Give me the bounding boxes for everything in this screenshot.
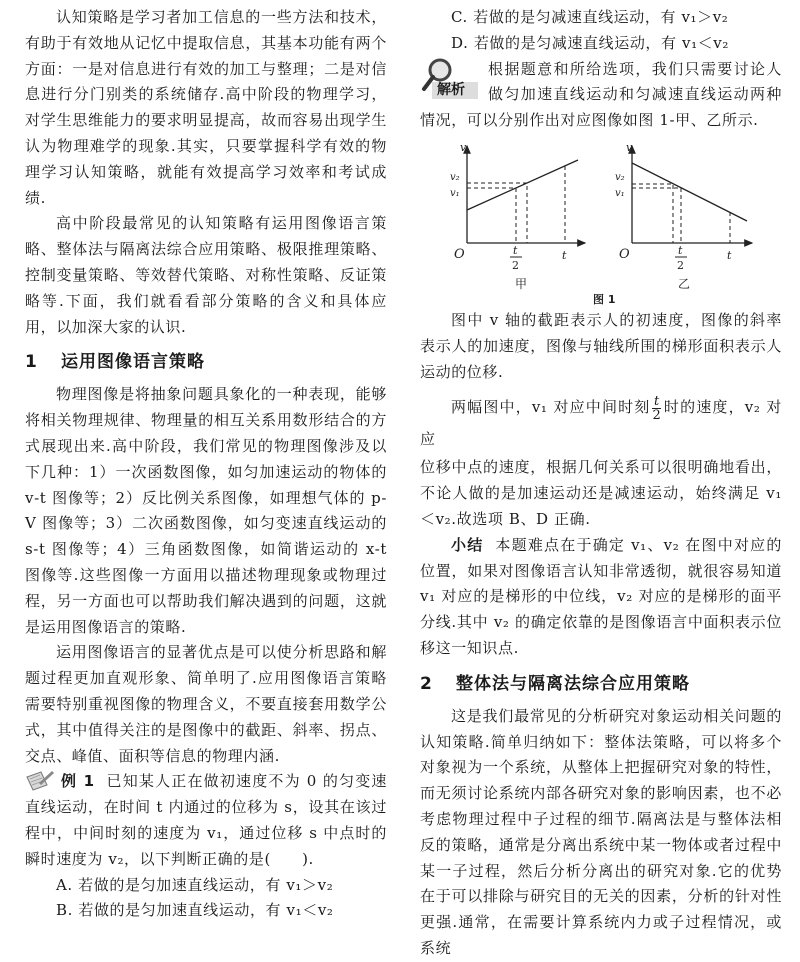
graph-advantage-paragraph: 运用图像语言的显著优点是可以使分析思路和解题过程更加直观形象、简单明了.应用图像语言策略需要特别重视图像的物理含义，不要直接套用数学公式，其中值得关注的是图像中的截距、斜率、拐点、交点、峰值、面积等信息的物理内涵. — [25, 643, 387, 765]
velocity-line-accelerating — [467, 160, 578, 210]
v1-v2-paragraph-rest: 位移中点的速度，根据几何关系可以很明确地看出，不论人做的是加速运动还是减速运动，始终满足 v₁＜v₂.故选项 B、D 正确. — [420, 458, 782, 528]
holistic-isolation-paragraph: 这是我们最常见的分析研究对象运动相关问题的认知策略.简单归纳如下：整体法策略，可以将多个对象视为一个系统，从整体上把握研究对象的特性，而无须讨论系统内部各研究对象的影响因素，也不必考虑物理过程中子过程的细节.隔离法是与整体法相反的策略，通常是分离出系统中某一物体或者过程中某一子过程，然后分析分离出的研究对象.它的优势在于可以排除与研究目的无关的因素，分析的针对性更强.通常，在需要计算系统内力或子过程情况，或系统 — [420, 706, 782, 957]
half-t-numerator: t — [678, 243, 683, 257]
analysis-text: 根据题意和所给选项，我们只需要讨论人做匀加速直线运动和匀减速直线运动两种情况，可以分别作出对应图像如图 1-甲、乙所示. — [420, 59, 782, 130]
denominator: 2 — [652, 407, 662, 423]
section-title: 整体法与隔离法综合应用策略 — [456, 673, 690, 694]
numerator: t — [654, 393, 660, 409]
option-b: B. 若做的是匀加速直线运动，有 v₁＜v₂ — [56, 901, 334, 920]
panel-jia-label: 甲 — [515, 276, 528, 291]
option-c: C. 若做的是匀减速直线运动，有 v₁＞v₂ — [451, 8, 729, 26]
origin-label: O — [454, 246, 465, 262]
section-number: 1 — [25, 352, 38, 373]
summary-label: 小结 — [451, 535, 484, 554]
figure-1 — [430, 138, 790, 308]
v-axis-label: v — [626, 140, 633, 154]
graph-paragraph: 物理图像是将抽象问题具象化的一种表现，能够将相关物理规律、物理量的相互关系用数形结合的方式展现出来.高中阶段，我们常见的物理图像涉及以下几种：1）一次函数图像，如匀加速运动的物体的 v-t 图像等；2）反比例关系图像，如理想气体的 p-V 图像等；3）二次函数图像，如匀变速直线运动的 s-t 图像等；4）三角函数图像，如简谐运动的 x-t 图像等.这些图像一方面用以描述物理现象或物理过程，另一方面也可以帮助我们解决遇到的问题，这就是运用图像语言的策略. — [25, 385, 387, 636]
strategies-paragraph: 高中阶段最常见的认知策略有运用图像语言策略、整体法与隔离法综合应用策略、极限推理策略、控制变量策略、等效替代策略、对称性策略、反证策略等.下面，我们就看看部分策略的含义和具体应用，以加深大家的认识. — [25, 214, 387, 336]
left-column — [25, 5, 387, 924]
option-a: A. 若做的是匀加速直线运动，有 v₁＞v₂ — [56, 875, 334, 894]
analysis-block — [420, 57, 782, 134]
v2-label: v₂ — [615, 171, 625, 183]
text: 时的速度，v₂ 对应 — [420, 398, 782, 449]
section-2-heading — [420, 671, 782, 697]
t-label: t — [727, 248, 732, 262]
panel-yi — [615, 141, 752, 291]
example-label: 例 1 — [60, 772, 95, 791]
right-column — [420, 5, 782, 962]
example-text: 已知某人正在做初速度不为 0 的匀变速直线运动，在时间 t 内通过的位移为 s，设其在该过程中，中间时刻的速度为 v₁，通过位移 s 中点时的瞬时速度为 v₂，以下判断正确的是( ). — [25, 772, 387, 868]
option-d: D. 若做的是匀减速直线运动，有 v₁＜v₂ — [451, 33, 729, 52]
fraction-t-over-2 — [652, 395, 661, 422]
v-axis-label: v — [460, 140, 467, 154]
v1-v2-paragraph — [420, 391, 782, 532]
summary-paragraph — [420, 533, 782, 662]
origin-label: O — [619, 246, 630, 262]
graph-meaning-paragraph: 图中 v 轴的截距表示人的初速度，图像的斜率表示人的加速度，图像与轴线所围的梯形面积表示人运动的位移. — [420, 310, 782, 381]
half-t-numerator: t — [513, 243, 518, 257]
v1-v2-paragraph-first-line — [420, 391, 782, 455]
v2-label: v₂ — [450, 171, 460, 183]
section-title: 运用图像语言策略 — [61, 352, 205, 373]
v1-label: v₁ — [615, 187, 625, 199]
text: 两幅图中，v₁ 对应中间时刻 — [451, 398, 651, 417]
intro-paragraph: 认知策略是学习者加工信息的一些方法和技术，有助于有效地从记忆中提取信息，其基本功能有两个方面：一是对信息进行有效的加工与整理；二是对信息进行分门别类的系统储存.高中阶段的物理学习，对学生思维能力的要求明显提高，故而容易出现学生认为物理难学的现象.其实，只要掌握科学有效的物理学习认知策略，就能有效提高学习效率和考试成绩. — [25, 8, 387, 207]
half-t-denominator: 2 — [512, 258, 519, 272]
figure-caption: 图 1 — [593, 292, 616, 306]
summary-text: 本题难点在于确定 v₁、v₂ 在图中对应的位置，如果对图像语言认知非常透彻，就很容易知道 v₁ 对应的是梯形的中位线，v₂ 对应的是梯形的面平分线.其中 v₂ 的确定依靠的是图像语言中面积表示位移这一知识点. — [420, 535, 782, 657]
section-number: 2 — [420, 673, 433, 694]
analysis-badge — [420, 57, 484, 103]
panel-jia — [450, 141, 585, 291]
half-t-denominator: 2 — [677, 258, 684, 272]
panel-yi-label: 乙 — [678, 276, 691, 291]
analysis-label: 解析 — [437, 81, 465, 98]
example-1 — [25, 769, 387, 872]
section-1-heading — [25, 349, 387, 375]
guide-lines — [632, 184, 730, 243]
t-label: t — [562, 248, 567, 262]
guide-lines — [467, 166, 565, 243]
v1-label: v₁ — [450, 187, 460, 199]
example-pencil-icon — [25, 769, 55, 791]
